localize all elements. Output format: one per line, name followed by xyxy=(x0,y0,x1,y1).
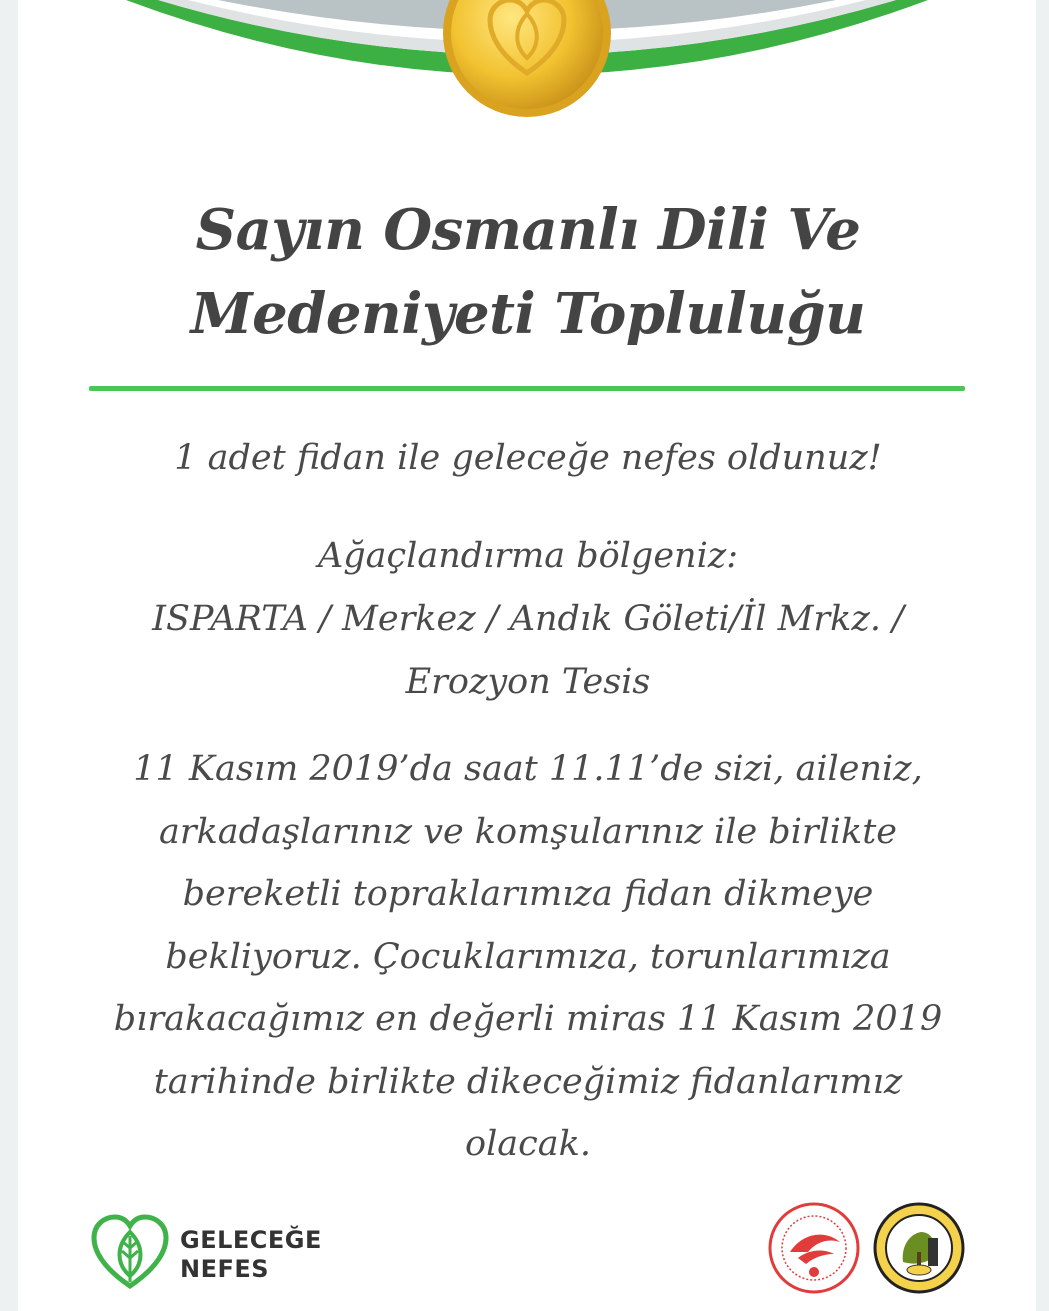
paragraph-line: bereketli topraklarımıza fidan dikmeye xyxy=(182,874,874,914)
certificate-card xyxy=(18,0,1036,1311)
region-label: Ağaçlandırma bölgeniz: xyxy=(317,536,739,576)
recipient-title xyxy=(88,188,968,356)
title-line: Medeniyeti Topluluğu xyxy=(190,281,866,347)
gold-medal-icon xyxy=(442,0,612,118)
paragraph-line: 11 Kasım 2019’da saat 11.11’de sizi, aileniz, xyxy=(133,749,923,789)
ribbon-banner xyxy=(18,0,1036,140)
region-location: Erozyon Tesis xyxy=(405,662,651,702)
afforestation-region xyxy=(58,525,998,714)
ministry-seal-icon xyxy=(768,1202,860,1294)
logo-wordmark xyxy=(180,1226,322,1284)
region-location: ISPARTA / Merkez / Andık Göleti/İl Mrkz. / xyxy=(152,599,904,639)
ogm-seal-icon xyxy=(873,1202,965,1294)
green-divider xyxy=(89,386,965,391)
paragraph-line: bekliyoruz. Çocuklarımıza, torunlarımıza xyxy=(165,936,891,977)
heart-leaf-icon xyxy=(90,1212,170,1292)
title-line: Sayın Osmanlı Dili Ve xyxy=(195,197,861,263)
paragraph-line: tarihinde birlikte dikeceğimiz fidanlarımız xyxy=(153,1061,903,1102)
logo-line: NEFES xyxy=(180,1255,270,1283)
logo-line: GELECEĞE xyxy=(180,1226,322,1254)
paragraph-line: bırakacağımız en değerli miras 11 Kasım 2019 xyxy=(113,999,943,1039)
paragraph-line: arkadaşlarınız ve komşularınız ile birlikte xyxy=(159,811,897,852)
sapling-count-message: 1 adet fidan ile geleceğe nefes oldunuz! xyxy=(174,438,882,478)
gelecege-nefes-logo xyxy=(90,1212,350,1292)
paragraph-line: olacak. xyxy=(465,1124,591,1164)
invitation-paragraph xyxy=(58,738,998,1176)
